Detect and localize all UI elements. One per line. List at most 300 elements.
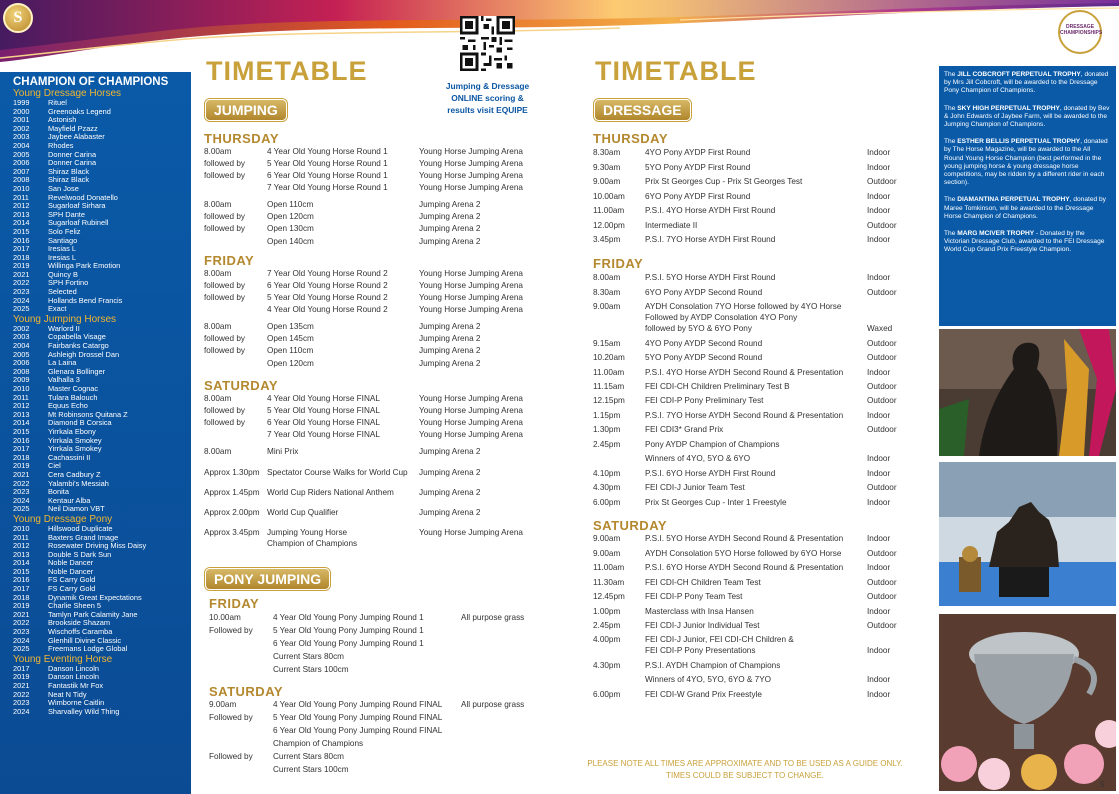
champion-name: SPH Dante (48, 209, 85, 219)
day-heading: FRIDAY (209, 596, 260, 611)
schedule-venue: Indoor (867, 674, 891, 684)
champion-row (13, 368, 191, 377)
champion-name: Ciel (48, 461, 61, 471)
champion-year: 2005 (13, 349, 30, 359)
schedule-venue: Jumping Arena 2 (419, 488, 481, 497)
champion-name: La Laina (48, 358, 77, 368)
champion-year: 2019 (13, 601, 30, 611)
schedule-time: 8.30am (593, 287, 621, 297)
champion-year: 2018 (13, 252, 30, 262)
schedule-event: 5YO Pony AYDP First Round (645, 162, 751, 172)
dressage-label: DRESSAGE (594, 99, 691, 121)
champion-name: Donner Carina (48, 149, 97, 159)
champion-row (13, 385, 191, 394)
champion-row (13, 116, 191, 125)
schedule-venue: Young Horse Jumping Arena (419, 293, 523, 302)
trophy-text: , donated by Maree Tomkinson, will be awarded to the Dressage Horse Champion of Champions. (944, 196, 1106, 220)
schedule-time: 11.00am (593, 562, 625, 572)
champion-year: 2023 (13, 287, 30, 297)
champion-year: 2022 (13, 618, 30, 628)
champion-row (13, 437, 191, 446)
schedule-time: Followed by (209, 713, 253, 722)
champion-year: 2022 (13, 478, 30, 488)
schedule-time: followed by (204, 334, 245, 343)
schedule-venue: Young Horse Jumping Arena (419, 406, 523, 415)
schedule-venue: Outdoor (867, 548, 897, 558)
day-heading: FRIDAY (204, 253, 255, 268)
schedule-venue: Outdoor (867, 577, 897, 587)
champion-name: Glenara Bollinger (48, 366, 106, 376)
champion-name: Hollands Bend Francis (48, 295, 123, 305)
schedule-event: 4 Year Old Young Horse FINAL (267, 394, 380, 403)
schedule-time: 12.45pm (593, 592, 625, 601)
day-heading: SATURDAY (204, 378, 279, 393)
champion-row (13, 151, 191, 160)
schedule-venue: Young Horse Jumping Arena (419, 183, 523, 192)
champion-name: Charlie Sheen 5 (48, 601, 102, 611)
schedule-event: 7 Year Old Young Horse Round 1 (267, 183, 388, 192)
champion-row (13, 159, 191, 168)
schedule-time: Approx 3.45pm (204, 528, 260, 537)
champion-name: Neat N Tidy (48, 689, 87, 699)
schedule-event: FEI CDI-J Junior Team Test (645, 483, 745, 492)
champion-row (13, 219, 191, 228)
schedule-venue: Jumping Arena 2 (419, 359, 481, 368)
champion-name: Shiraz Black (48, 175, 90, 185)
champion-row (13, 576, 191, 585)
trophy-paragraph (944, 71, 1111, 96)
schedule-time: followed by (204, 406, 245, 415)
champion-name: Wimborne Caitlin (48, 698, 105, 708)
schedule-venue: Indoor (867, 562, 891, 572)
schedule-venue: Young Horse Jumping Arena (419, 281, 523, 290)
champion-year: 2015 (13, 226, 30, 236)
champion-year: 2011 (13, 192, 29, 202)
page-number: 5 (1100, 780, 1105, 789)
silver-cup-trophy-photo (939, 614, 1116, 791)
champion-name: Cachassini II (48, 452, 91, 462)
champion-section-heading: Young Eventing Horse (13, 653, 113, 665)
champion-year: 2025 (13, 644, 30, 654)
champion-name: Sugarloaf Sirhara (48, 201, 106, 211)
champion-name: Neil Diamon VBT (48, 504, 105, 514)
schedule-time: followed by (204, 346, 245, 355)
champion-name: Hillswood Duplicate (48, 523, 113, 533)
schedule-venue: Outdoor (867, 220, 897, 230)
champion-row (13, 645, 191, 654)
schedule-time: 9.00am (209, 700, 237, 709)
schedule-time: Approx 1.45pm (204, 488, 260, 497)
champion-row (13, 168, 191, 177)
champion-name: Mt Robinsons Quitana Z (48, 409, 128, 419)
schedule-event: Winners of 4YO, 5YO, 6YO & 7YO (645, 674, 772, 684)
schedule-event: P.S.I. 5YO Horse AYDH Second Round & Presentation (645, 534, 844, 543)
qr-caption-line: results visit EQUIPE (447, 105, 528, 115)
schedule-venue: Young Horse Jumping Arena (419, 159, 523, 168)
champion-name: Bonita (48, 487, 69, 497)
champion-name: Solo Feliz (48, 226, 81, 236)
champion-row (13, 245, 191, 254)
dressage-timetable-title: TIMETABLE (595, 56, 757, 86)
schedule-time: followed by (204, 224, 245, 233)
champion-year: 2013 (13, 209, 30, 219)
schedule-venue: Indoor (867, 468, 891, 478)
schedule-event: P.S.I. 5YO Horse AYDH First Round (645, 273, 776, 282)
schedule-venue: Outdoor (867, 425, 897, 434)
schedule-venue: Outdoor (867, 592, 897, 601)
schedule-event: FEI CDI-P Pony Team Test (645, 592, 743, 601)
disclaimer-line: PLEASE NOTE ALL TIMES ARE APPROXIMATE AND TO BE USED AS A GUIDE ONLY. (587, 759, 903, 768)
schedule-time: 8.00am (593, 273, 621, 282)
champion-year: 2010 (13, 183, 30, 193)
champion-year: 2021 (13, 681, 30, 690)
schedule-venue: Young Horse Jumping Arena (419, 147, 523, 156)
schedule-venue: Jumping Arena 2 (419, 212, 481, 221)
trophy-name: SKY HIGH PERPETUAL TROPHY (957, 104, 1060, 112)
schedule-event: 5YO Pony AYDP Second Round (645, 353, 763, 362)
schedule-venue: Indoor (867, 646, 891, 655)
trophy-text: The (944, 104, 958, 112)
champion-year: 2016 (13, 575, 30, 585)
schedule-time: 11.00am (593, 367, 625, 377)
champion-name: Fantastik Mr Fox (48, 681, 104, 690)
champion-year: 2018 (13, 452, 30, 462)
schedule-event: Prix St Georges Cup - Inter 1 Freestyle (645, 497, 787, 507)
champion-name: Valhalla 3 (48, 375, 80, 385)
champion-name: Astonish (48, 115, 77, 125)
trophy-text: The (944, 230, 958, 238)
schedule-venue: Indoor (867, 689, 891, 699)
champion-name: Revelwood Donatello (48, 192, 118, 202)
schedule-venue: Jumping Arena 2 (419, 468, 481, 477)
champion-name: Double S Dark Sun (48, 549, 112, 559)
schedule-time: 3.45pm (593, 235, 621, 244)
schedule-venue: Jumping Arena 2 (419, 334, 481, 343)
schedule-time: 4.10pm (593, 468, 621, 478)
schedule-venue: Indoor (867, 162, 891, 172)
champion-row (13, 271, 191, 280)
pony-jumping-label: PONY JUMPING (205, 568, 330, 590)
schedule-event: 7 Year Old Young Horse FINAL (267, 430, 380, 439)
champion-year: 2019 (13, 261, 30, 271)
schedule-time: 12.15pm (593, 396, 625, 405)
champion-year: 2002 (13, 323, 30, 333)
champion-name: Yalambi's Messiah (48, 478, 109, 488)
champion-year: 2014 (13, 218, 30, 228)
champion-row (13, 568, 191, 577)
schedule-venue: Jumping Arena 2 (419, 508, 481, 517)
champion-row (13, 142, 191, 151)
champion-name: Donner Carina (48, 158, 97, 168)
schedule-event: P.S.I. 4YO Horse AYDH Second Round & Presentation (645, 367, 844, 377)
champion-year: 2013 (13, 549, 30, 559)
schedule-event: 4 Year Old Young Pony Jumping Round 1 (273, 613, 424, 622)
schedule-event: 4YO Pony AYDP First Round (645, 148, 751, 157)
schedule-venue: Jumping Arena 2 (419, 237, 481, 246)
schedule-event: Current Stars 100cm (273, 765, 349, 774)
champion-year: 2003 (13, 132, 30, 142)
schedule-event: 6YO Pony AYDP First Round (645, 191, 751, 201)
schedule-event: FEI CDI-P Pony Presentations (645, 646, 756, 655)
trophy-text: , donated by Bev & John Edwards of Jaybee Farm, will be awarded to the Jumping Champion of Champions. (944, 104, 1110, 129)
champion-name: Yirrkala Smokey (48, 444, 102, 454)
champion-year: 2017 (13, 584, 30, 594)
schedule-event: Champion of Champions (273, 739, 364, 748)
schedule-event: Open 130cm (267, 224, 314, 233)
champion-row (13, 202, 191, 211)
schedule-venue: Young Horse Jumping Arena (419, 171, 523, 180)
schedule-event: Spectator Course Walks for World Cup (267, 468, 408, 477)
champion-year: 2006 (13, 358, 30, 368)
champion-name: Rhodes (48, 140, 74, 150)
trophy-text: , donated by Mrs Jill Cobcroft, will be awarded to the Dressage Pony Champion of Champions. (944, 71, 1109, 95)
schedule-event: AYDH Consolation 5YO Horse followed by 6YO Horse (645, 548, 842, 558)
schedule-time: 1.30pm (593, 425, 621, 434)
champion-row (13, 454, 191, 463)
champion-year: 1999 (13, 98, 30, 107)
champion-year: 2011 (13, 392, 29, 402)
disclaimer-note (580, 758, 910, 782)
champion-year: 2014 (13, 558, 30, 568)
champion-name: Shiraz Black (48, 166, 90, 176)
trophy-name: ESTHER BELLIS PERPETUAL TROPHY (957, 138, 1081, 146)
schedule-venue: Jumping Arena 2 (419, 346, 481, 355)
champion-section-heading: Young Jumping Horses (13, 313, 117, 325)
champion-name: Fairbanks Catargo (48, 341, 109, 351)
schedule-event: Current Stars 100cm (273, 665, 349, 674)
champion-year: 2015 (13, 426, 30, 436)
champion-row (13, 351, 191, 360)
champion-name: Yirrkala Ebony (48, 426, 96, 436)
champion-year: 2021 (13, 269, 30, 279)
champion-row (13, 488, 191, 497)
trophy-text: The (944, 196, 958, 204)
champion-year: 2008 (13, 175, 30, 185)
schedule-time: 9.00am (593, 301, 621, 311)
schedule-time: 9.00am (593, 534, 621, 543)
schedule-event: 5 Year Old Young Pony Jumping Round 1 (273, 626, 424, 635)
schedule-event: P.S.I. 6YO Horse AYDH First Round (645, 468, 776, 478)
champion-name: Greenoaks Legend (48, 106, 111, 116)
champion-row (13, 428, 191, 437)
trophy-name: MARG MCIVER TROPHY (957, 230, 1035, 238)
schedule-event: 6 Year Old Young Horse FINAL (267, 418, 380, 427)
champion-name: FS Carry Gold (48, 584, 96, 594)
schedule-time: 10.00am (593, 191, 625, 201)
schedule-venue: Indoor (867, 235, 891, 244)
champion-section-heading: Young Dressage Horses (13, 88, 122, 99)
schedule-event: Open 145cm (267, 334, 314, 343)
trophy-text: - Donated by the Victorian Dressage Club, awarded to the FEI Dressage World Cup Grand Prix Freestyle Champion. (944, 230, 1105, 254)
schedule-venue: Young Horse Jumping Arena (419, 418, 523, 427)
schedule-time: 6.00pm (593, 689, 621, 699)
champion-name: Danson Lincoln (48, 672, 99, 682)
champion-row (13, 176, 191, 185)
schedule-time: 9.00am (593, 548, 621, 558)
champion-year: 2017 (13, 244, 30, 254)
schedule-event: Champion of Champions (267, 539, 358, 548)
schedule-time: 8.00am (204, 200, 232, 209)
champion-year: 2012 (13, 541, 30, 551)
schedule-venue: Waxed (867, 323, 893, 333)
champion-name: SPH Fortino (48, 278, 89, 288)
trophy-paragraph (944, 138, 1111, 187)
schedule-venue: Outdoor (867, 382, 897, 391)
schedule-event: FEI CDI-CH Children Preliminary Test B (645, 382, 790, 391)
day-heading: FRIDAY (593, 256, 644, 271)
champion-row (13, 305, 191, 314)
schedule-event: Prix St Georges Cup - Prix St Georges Test (645, 177, 803, 186)
schedule-event: P.S.I. 6YO Horse AYDH Second Round & Presentation (645, 562, 844, 572)
schedule-event: P.S.I. 7YO Horse AYDH Second Round & Presentation (645, 410, 844, 420)
champion-year: 2009 (13, 375, 30, 385)
schedule-event: Open 140cm (267, 237, 314, 246)
brand-logo-left: S (3, 3, 33, 33)
champion-name: Rosewater Driving Miss Daisy (48, 541, 147, 551)
champion-name: Copabella Visage (48, 332, 106, 342)
schedule-venue: Jumping Arena 2 (419, 322, 481, 331)
champion-year: 2023 (13, 698, 30, 708)
champion-row (13, 133, 191, 142)
champion-name: Jaybee Alabaster (48, 132, 105, 142)
schedule-event: Current Stars 80cm (273, 752, 344, 761)
trophy-text: The (944, 138, 958, 146)
champion-name: Danson Lincoln (48, 663, 99, 673)
jumping-timetable-title: TIMETABLE (206, 56, 368, 86)
schedule-event: Current Stars 80cm (273, 652, 344, 661)
champion-name: Diamond B Corsica (48, 418, 112, 428)
schedule-time: 11.00am (593, 206, 625, 215)
champion-name: Wischoffs Caramba (48, 627, 113, 637)
schedule-time: 11.15am (593, 382, 625, 391)
schedule-time: 1.15pm (593, 410, 621, 420)
champion-year: 2017 (13, 444, 30, 454)
champion-row (13, 559, 191, 568)
schedule-event: Jumping Young Horse (267, 528, 348, 537)
champion-year: 2019 (13, 672, 30, 682)
day-heading: THURSDAY (204, 131, 280, 146)
champion-year: 2021 (13, 469, 30, 479)
champions-panel (0, 72, 191, 794)
schedule-time: Approx 2.00pm (204, 508, 260, 517)
qr-caption-line: Jumping & Dressage (445, 81, 530, 91)
champions-title: CHAMPION OF CHAMPIONS (13, 76, 169, 88)
champion-row (13, 237, 191, 246)
schedule-time: followed by (204, 159, 245, 168)
day-heading: THURSDAY (593, 131, 669, 146)
schedule-venue: All purpose grass (461, 700, 525, 709)
schedule-time: 8.00am (204, 147, 232, 156)
schedule-event: FEI CDI-J Junior Individual Test (645, 621, 760, 630)
schedule-time: followed by (204, 281, 245, 290)
champion-row (13, 480, 191, 489)
champion-name: Tulara Balouch (48, 392, 98, 402)
champion-year: 2024 (13, 635, 30, 645)
champion-name: Noble Dancer (48, 558, 94, 568)
champion-year: 2002 (13, 123, 30, 133)
champion-name: Tamlyn Park Calamity Jane (48, 609, 138, 619)
champion-name: Selected (48, 287, 77, 297)
champion-row (13, 445, 191, 454)
champion-row (13, 376, 191, 385)
champion-row (13, 708, 191, 717)
trophy-name: DIAMANTINA PERPETUAL TROPHY (957, 196, 1070, 204)
champion-name: Warlord II (48, 323, 80, 333)
schedule-time: 2.45pm (593, 439, 621, 449)
champion-section-heading: Young Dressage Pony (13, 513, 113, 525)
champion-name: Kentaur Alba (48, 495, 91, 505)
horse-trophy-photo (939, 329, 1116, 456)
schedule-event: P.S.I. AYDH Champion of Champions (645, 660, 781, 670)
champion-year: 2012 (13, 201, 30, 211)
champion-year: 2024 (13, 495, 30, 505)
championship-logo: DRESSAGE CHAMPIONSHIPS (1058, 10, 1102, 54)
champion-name: Brookside Shazam (48, 618, 111, 628)
schedule-event: FEI CDI3* Grand Prix (645, 425, 724, 434)
schedule-event: Mini Prix (267, 447, 299, 456)
schedule-time: 1.00pm (593, 606, 621, 616)
champion-row (13, 108, 191, 117)
schedule-event: 4 Year Old Young Pony Jumping Round FINAL (273, 700, 443, 709)
champion-row (13, 594, 191, 603)
schedule-time: 10.00am (209, 613, 241, 622)
schedule-event: Open 135cm (267, 322, 314, 331)
schedule-event: FEI CDI-W Grand Prix Freestyle (645, 689, 762, 699)
schedule-time: 8.00am (204, 322, 232, 331)
schedule-event: 5 Year Old Young Horse Round 1 (267, 159, 388, 168)
trophy-text: , donated by The Horse Magazine, will be awarded to the All Round Young Horse Champion (best performed in the young jumping horse & young dressage horse competitions, may be ridden by a different rider in each section). (944, 138, 1108, 187)
schedule-event: 5 Year Old Young Horse Round 2 (267, 293, 388, 302)
champion-year: 2025 (13, 304, 30, 314)
schedule-event: Pony AYDP Champion of Champions (645, 439, 780, 449)
champion-year: 2010 (13, 384, 30, 393)
champion-year: 2024 (13, 706, 30, 716)
schedule-time: 10.20am (593, 353, 625, 362)
schedule-time: Followed by (209, 752, 253, 761)
champion-name: Baxters Grand Image (48, 532, 119, 542)
champion-row (13, 551, 191, 560)
schedule-venue: Jumping Arena 2 (419, 447, 481, 456)
schedule-time: 6.00pm (593, 497, 621, 507)
schedule-time: 9.00am (593, 177, 621, 186)
schedule-time: 4.30pm (593, 660, 621, 670)
champion-name: Master Cognac (48, 384, 99, 393)
schedule-venue: All purpose grass (461, 613, 525, 622)
schedule-time: 8.00am (204, 394, 232, 403)
schedule-event: Intermediate II (645, 220, 698, 230)
champion-row (13, 462, 191, 471)
schedule-event: 4 Year Old Young Horse Round 1 (267, 147, 388, 156)
qr-code[interactable] (460, 16, 515, 71)
schedule-venue: Indoor (867, 497, 891, 507)
champion-row (13, 262, 191, 271)
schedule-venue: Outdoor (867, 287, 897, 297)
champion-year: 2017 (13, 663, 30, 673)
disclaimer-line: TIMES COULD BE SUBJECT TO CHANGE. (666, 771, 824, 780)
schedule-event: followed by 5YO & 6YO Pony (645, 323, 752, 333)
champion-name: Willinga Park Emotion (48, 261, 121, 271)
trophy-paragraph (944, 196, 1111, 221)
schedule-event: Followed by AYDP Consolation 4YO Pony (645, 312, 798, 322)
schedule-venue: Indoor (867, 454, 891, 463)
schedule-venue: Young Horse Jumping Arena (419, 394, 523, 403)
trophy-info-panel (939, 66, 1116, 326)
schedule-event: AYDH Consolation 7YO Horse followed by 4YO Horse (645, 301, 842, 311)
schedule-event: Winners of 4YO, 5YO & 6YO (645, 454, 751, 463)
bronze-horse-trophy-photo (939, 462, 1116, 606)
schedule-venue: Young Horse Jumping Arena (419, 305, 523, 314)
schedule-event: FEI CDI-CH Children Team Test (645, 577, 761, 587)
